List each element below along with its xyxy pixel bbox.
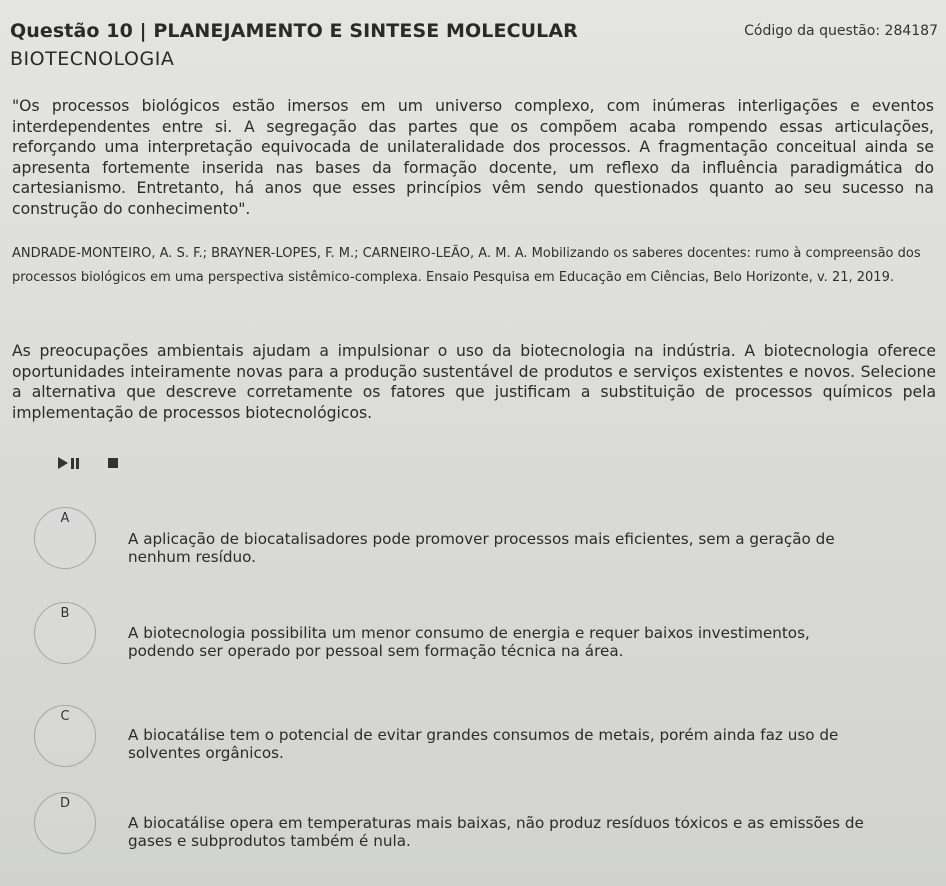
pause-icon[interactable] <box>71 458 79 469</box>
option-letter: D <box>59 796 70 811</box>
option-letter: A <box>60 511 70 526</box>
option-d[interactable] <box>34 792 894 858</box>
citation-text: ANDRADE-MONTEIRO, A. S. F.; BRAYNER-LOPES, F. M.; CARNEIRO-LEÃO, A. M. A. Mobilizando os saberes docentes: rumo à compreensão dos processos biológicos em uma perspectiva sistêmico-complexa. Ensaio Pesquisa em Educação em Ciências, Belo Horizonte, v. 21, 2019. <box>12 246 921 285</box>
question-statement: As preocupações ambientais ajudam a impulsionar o uso da biotecnologia na indústria. A biotecnologia oferece oportunidades inteiramente novas para a produção sustentável de produtos e serviços existentes e novos. Selecione a alternativa que descreve corretamente os fatores que justificam a substituição de processos químicos pela implementação de processos biotecnológicos. <box>12 342 936 422</box>
play-icon[interactable] <box>58 457 68 469</box>
audio-controls <box>58 456 138 472</box>
subject-label: BIOTECNOLOGIA <box>10 48 175 70</box>
option-a[interactable] <box>34 507 894 573</box>
option-text: A aplicação de biocatalisadores pode promover processos mais eficientes, sem a geração de nenhum resíduo. <box>128 530 835 566</box>
option-text: A biocatálise opera em temperaturas mais baixas, não produz resíduos tóxicos e as emissões de gases e subprodutos também é nula. <box>128 814 864 850</box>
option-text: A biotecnologia possibilita um menor consumo de energia e requer baixos investimentos, podendo ser operado por pessoal sem formação técnica na área. <box>128 624 810 660</box>
option-b[interactable] <box>34 602 894 668</box>
option-text: A biocatálise tem o potencial de evitar grandes consumos de metais, porém ainda faz uso de solventes orgânicos. <box>128 726 839 762</box>
question-header <box>10 20 938 46</box>
option-c[interactable] <box>34 705 894 771</box>
quote-text: "Os processos biológicos estão imersos em um universo complexo, com inúmeras interligações e eventos interdependentes entre si. A segregação das partes que os compõem acaba rompendo essas articulações, reforçando uma interpretação equivocada de unilateralidade dos processos. A fragmentação conceitual ainda se apresenta fortemente inserida nas bases da formação docente, um reflexo da influência paradigmática do cartesianismo. Entretanto, há anos que esses princípios vêm sendo questionados quanto ao seu sucesso na construção do conhecimento". <box>12 97 934 218</box>
question-title: Questão 10 | PLANEJAMENTO E SINTESE MOLECULAR <box>10 20 578 42</box>
stop-icon[interactable] <box>108 458 118 468</box>
option-letter: B <box>60 606 70 621</box>
option-letter: C <box>60 709 70 724</box>
question-code: Código da questão: 284187 <box>744 23 938 39</box>
